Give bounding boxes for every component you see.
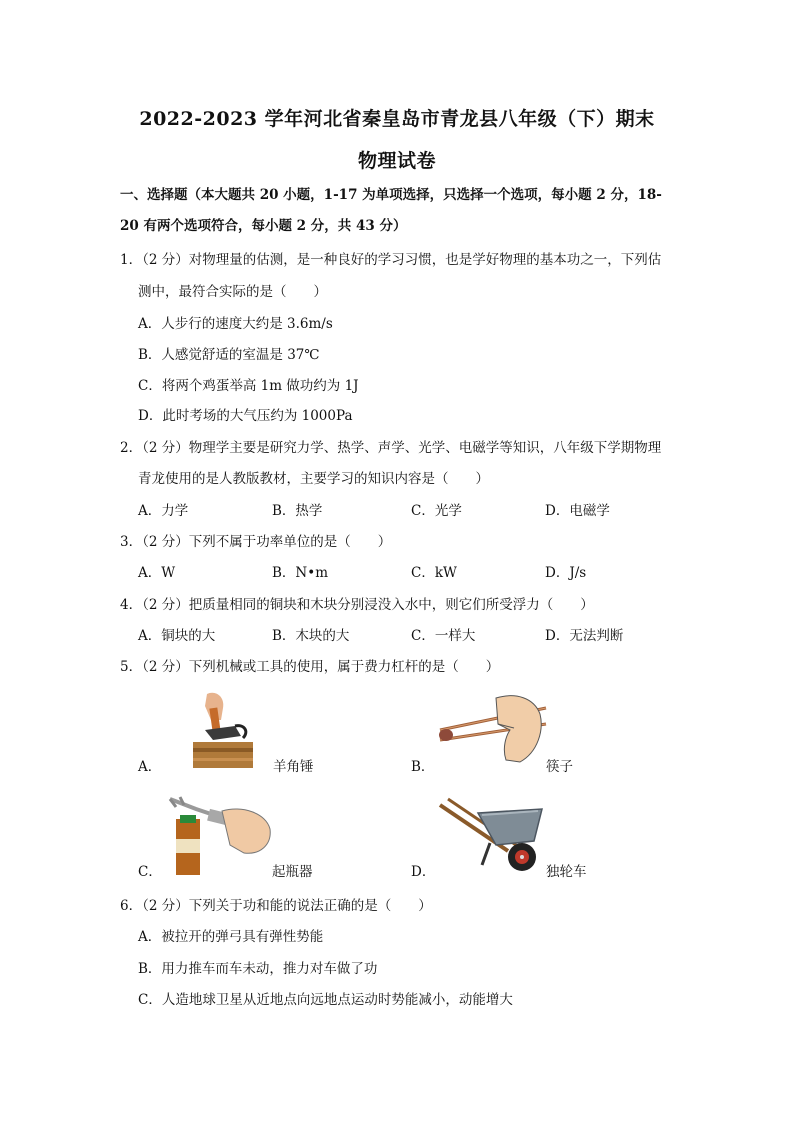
question-3-option-b: B．N•m <box>272 565 328 581</box>
section-heading: 一、选择题（本大题共 20 小题，1-17 为单项选择，只选择一个选项，每小题 2 分，18-20 有两个选项符合，每小题 2 分，共 43 分） <box>120 187 662 234</box>
chopsticks-image <box>436 690 548 768</box>
question-1-option-d: D．此时考场的大气压约为 1000Pa <box>138 408 353 424</box>
question-4-option-a: A．铜块的大 <box>138 628 216 644</box>
question-2-option-b: B．热学 <box>272 503 323 519</box>
claw-hammer-image <box>183 690 271 768</box>
question-6-option-b: B．用力推车而车未动，推力对车做了功 <box>138 961 378 977</box>
question-2-option-a: A．力学 <box>138 503 189 519</box>
question-2-stem-line1: 2．（2 分）物理学主要是研究力学、热学、声学、光学、电磁学等知识，八年级下学期物理 <box>120 440 662 456</box>
question-5-stem: 5．（2 分）下列机械或工具的使用，属于费力杠杆的是（ ） <box>120 659 500 675</box>
question-5-caption-b: 筷子 <box>546 759 573 775</box>
question-3-option-d: D．J/s <box>545 565 587 581</box>
question-4-option-c: C．一样大 <box>411 628 476 644</box>
question-5-option-b: B． <box>411 759 435 775</box>
bottle-opener-image <box>166 795 274 875</box>
question-1-option-b: B．人感觉舒适的室温是 37℃ <box>138 347 320 363</box>
wheelbarrow-image <box>438 795 546 875</box>
exam-title: 2022-2023 学年河北省秦皇岛市青龙县八年级（下）期末 <box>139 108 655 130</box>
question-4-option-d: D．无法判断 <box>545 628 624 644</box>
question-5-option-d: D． <box>411 864 436 880</box>
question-1-option-c: C．将两个鸡蛋举高 1m 做功约为 1J <box>138 378 359 394</box>
question-4-option-b: B．木块的大 <box>272 628 350 644</box>
question-5-option-a: A． <box>138 759 162 775</box>
question-3-stem: 3．（2 分）下列不属于功率单位的是（ ） <box>120 534 392 550</box>
exam-subtitle: 物理试卷 <box>357 150 436 172</box>
question-1-stem-line2: 测中，最符合实际的是（ ） <box>138 284 327 300</box>
question-3-option-c: C．kW <box>411 565 457 581</box>
question-6-stem: 6．（2 分）下列关于功和能的说法正确的是（ ） <box>120 898 432 914</box>
question-4-stem: 4．（2 分）把质量相同的铜块和木块分别浸没入水中，则它们所受浮力（ ） <box>120 597 594 613</box>
question-6-option-c: C．人造地球卫星从近地点向远地点运动时势能减小，动能增大 <box>138 992 513 1008</box>
question-5-caption-c: 起瓶器 <box>272 864 313 880</box>
question-3-option-a: A．W <box>138 565 176 581</box>
question-5-option-c: C． <box>138 864 162 880</box>
question-5-caption-a: 羊角锤 <box>273 759 314 775</box>
question-2-option-d: D．电磁学 <box>545 503 610 519</box>
question-6-option-a: A．被拉开的弹弓具有弹性势能 <box>138 929 324 945</box>
question-2-option-c: C．光学 <box>411 503 462 519</box>
question-1-option-a: A．人步行的速度大约是 3.6m/s <box>138 316 333 332</box>
question-2-stem-line2: 青龙使用的是人教版教材，主要学习的知识内容是（ ） <box>138 471 489 487</box>
question-5-caption-d: 独轮车 <box>546 864 587 880</box>
question-1-stem-line1: 1．（2 分）对物理量的估测，是一种良好的学习习惯，也是学好物理的基本功之一，下列估 <box>120 252 662 268</box>
